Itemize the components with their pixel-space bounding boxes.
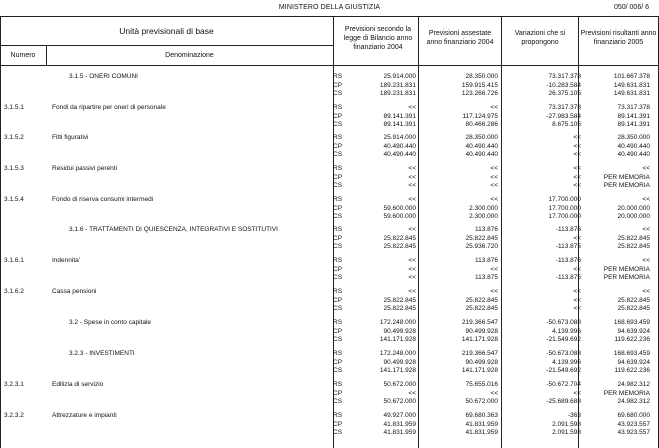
row-type-rs: RS [333,165,343,172]
value-assestate-2004: 28.350.000 [465,73,498,80]
row-type-cs: CS [333,336,343,343]
value-variazioni: << [573,305,581,312]
value-legge-bilancio-2004: 41.831.959 [383,429,416,436]
value-legge-bilancio-2004: 90.499.928 [383,358,416,366]
value-legge-bilancio-2004: 172.248.000 [379,319,416,326]
row-type-rs: RS [333,104,343,111]
value-risultanti-2005: 43.923.557 [617,420,650,428]
value-assestate-2004: << [490,182,498,189]
value-assestate-2004: 219.366.547 [461,350,498,357]
row-type-cp: CP [333,327,343,335]
value-variazioni: << [573,296,581,304]
value-assestate-2004: 90.499.928 [465,327,498,335]
table-left-border [0,16,1,448]
row-denomination: Indennita' [52,257,80,264]
value-assestate-2004: 25.936.720 [465,243,498,250]
value-assestate-2004: 113.875 [474,274,498,281]
value-assestate-2004: 50.672.000 [465,398,498,405]
value-risultanti-2005: 25.822.845 [617,243,650,250]
value-risultanti-2005: 25.822.845 [617,296,650,304]
row-type-cp: CP [333,173,343,181]
row-denomination: Fondo di riserva consumi intermedi [52,196,154,203]
row-type-cp: CP [333,142,343,150]
row-denomination: 3.1.6 - TRATTAMENTI DI QUIESCENZA, INTEGRATIVI E SOSTITUTIVI [69,226,278,233]
value-variazioni: 2.091.598 [552,429,581,436]
value-risultanti-2005: 94.639.924 [617,327,650,335]
value-assestate-2004: 159.915.415 [461,81,498,89]
value-legge-bilancio-2004: << [408,104,416,111]
value-assestate-2004: 28.350.000 [465,134,498,141]
value-variazioni: -25.689.688 [546,398,581,405]
row-number: 3.1.5.2 [4,134,24,141]
value-risultanti-2005: 43.923.557 [617,429,650,436]
value-assestate-2004: 75.655.016 [465,381,498,388]
value-variazioni: -113.875 [555,274,581,281]
value-assestate-2004: 41.831.959 [465,420,498,428]
row-type-cs: CS [333,274,343,281]
value-variazioni: -21.549.692 [546,336,581,343]
value-assestate-2004: << [490,104,498,111]
value-legge-bilancio-2004: 40.490.440 [383,151,416,158]
value-variazioni: -21.549.692 [546,367,581,374]
value-assestate-2004: 2.300.000 [469,213,498,220]
row-type-cp: CP [333,389,343,397]
value-variazioni: 17.700.000 [548,196,581,203]
value-variazioni: -113.875 [555,243,581,250]
value-risultanti-2005: 24.982.312 [617,398,650,405]
row-type-rs: RS [333,381,343,388]
value-variazioni: << [573,234,581,242]
value-legge-bilancio-2004: 41.831.959 [383,420,416,428]
value-legge-bilancio-2004: 89.141.391 [383,121,416,128]
row-denomination: Fitti figurativi [52,134,89,141]
value-variazioni: << [573,173,581,181]
row-denomination: Residui passivi perenti [52,165,118,172]
value-assestate-2004: 40.490.440 [465,151,498,158]
table-top-border [0,16,659,17]
value-legge-bilancio-2004: 141.171.928 [379,367,416,374]
value-variazioni: 8.675.105 [552,121,581,128]
value-assestate-2004: << [490,265,498,273]
value-legge-bilancio-2004: 89.141.391 [383,112,416,120]
value-risultanti-2005: 25.822.845 [617,234,650,242]
row-type-rs: RS [333,257,343,264]
value-variazioni: -10.283.584 [546,81,581,89]
value-variazioni: -363 [567,412,581,419]
value-risultanti-2005: << [642,196,650,203]
value-legge-bilancio-2004: 59.600.000 [383,204,416,212]
value-legge-bilancio-2004: 25.822.845 [383,296,416,304]
unita-separator [0,45,333,46]
value-legge-bilancio-2004: << [408,274,416,281]
value-legge-bilancio-2004: 25.914.000 [383,73,416,80]
row-type-rs: RS [333,350,343,357]
value-risultanti-2005: 94.639.924 [617,358,650,366]
value-risultanti-2005: 168.693.459 [613,350,650,357]
value-legge-bilancio-2004: 25.822.845 [383,234,416,242]
value-assestate-2004: << [490,165,498,172]
value-assestate-2004: << [490,196,498,203]
value-risultanti-2005: 149.631.831 [613,90,650,97]
value-legge-bilancio-2004: 40.490.440 [383,142,416,150]
value-variazioni: -113.876 [555,257,581,264]
value-risultanti-2005: PER MEMORIA [603,274,650,281]
row-type-cp: CP [333,112,343,120]
value-legge-bilancio-2004: 50.672.000 [383,381,416,388]
value-assestate-2004: 219.366.547 [461,319,498,326]
value-risultanti-2005: 69.680.000 [617,412,650,419]
header-numero: Numero [10,52,36,59]
header-col2: Previsioni assestate anno finanziario 2004 [426,30,494,46]
value-legge-bilancio-2004: 49.927.000 [383,412,416,419]
row-denomination: Attrezzature e impianti [52,412,117,419]
row-type-cp: CP [333,265,343,273]
row-type-cs: CS [333,151,343,158]
value-variazioni: 26.375.105 [548,90,581,97]
value-assestate-2004: 117.124.975 [462,112,498,120]
row-type-rs: RS [333,196,343,203]
value-variazioni: << [573,389,581,397]
value-assestate-2004: 25.822.845 [465,296,498,304]
value-variazioni: 2.091.598 [552,420,581,428]
row-type-rs: RS [333,134,343,141]
value-variazioni: 4.139.996 [552,327,581,335]
value-variazioni: -50.673.088 [546,350,581,357]
row-type-cp: CP [333,204,343,212]
row-type-cs: CS [333,213,343,220]
header-col4: Previsioni risultanti anno finanziario 2005 [580,30,657,46]
value-risultanti-2005: PER MEMORIA [603,265,650,273]
value-legge-bilancio-2004: << [408,288,416,295]
value-assestate-2004: << [490,288,498,295]
row-denomination: 3.2.3 - INVESTIMENTI [69,350,135,357]
row-denomination: Edilizia di servizio [52,381,104,388]
row-type-rs: RS [333,226,343,233]
value-variazioni: << [573,265,581,273]
value-variazioni: -50.673.088 [546,319,581,326]
row-number: 3.1.5.1 [4,104,24,111]
value-legge-bilancio-2004: << [408,226,416,233]
value-variazioni: -27.983.584 [546,112,581,120]
value-risultanti-2005: 20.000.000 [617,213,650,220]
value-variazioni: << [573,182,581,189]
value-legge-bilancio-2004: << [408,165,416,172]
value-risultanti-2005: 168.693.459 [613,319,650,326]
row-type-cs: CS [333,90,343,97]
value-assestate-2004: 40.490.440 [465,142,498,150]
value-legge-bilancio-2004: << [408,257,416,264]
value-assestate-2004: 123.266.726 [461,90,498,97]
value-legge-bilancio-2004: 141.171.928 [379,336,416,343]
page-code: 050/ 006/ 6 [613,4,649,11]
value-variazioni: 17.700.000 [548,204,581,212]
value-risultanti-2005: 73.317.378 [617,104,650,111]
value-assestate-2004: 90.499.928 [465,358,498,366]
row-type-cs: CS [333,243,343,250]
value-risultanti-2005: 89.141.391 [617,121,650,128]
value-assestate-2004: 69.680.363 [465,412,498,419]
row-number: 3.1.6.2 [4,288,24,295]
value-assestate-2004: 80.466.286 [465,121,498,128]
value-risultanti-2005: 40.490.440 [617,151,650,158]
value-variazioni: 73.317.378 [548,73,581,80]
row-denomination: Fondi da ripartire per oneri di personale [52,104,166,111]
value-assestate-2004: 25.822.845 [465,305,498,312]
value-assestate-2004: 41.831.959 [465,429,498,436]
row-number: 3.1.6.1 [4,257,24,264]
value-variazioni: << [573,134,581,141]
value-risultanti-2005: << [642,257,650,264]
value-legge-bilancio-2004: << [408,173,416,181]
value-legge-bilancio-2004: 172.248.000 [379,350,416,357]
value-variazioni: << [573,151,581,158]
value-assestate-2004: 113.876 [474,226,498,233]
header-unita: Unità previsionali di base [119,26,214,36]
value-risultanti-2005: 119.622.236 [614,367,650,374]
value-risultanti-2005: 101.667.378 [613,73,650,80]
value-legge-bilancio-2004: 189.231.831 [379,81,416,89]
value-variazioni: -113.876 [555,226,581,233]
value-risultanti-2005: PER MEMORIA [603,173,650,181]
value-legge-bilancio-2004: << [408,389,416,397]
value-risultanti-2005: PER MEMORIA [603,182,650,189]
row-number: 3.2.3.2 [4,412,24,419]
value-assestate-2004: 141.171.928 [461,367,498,374]
value-assestate-2004: << [490,389,498,397]
value-variazioni: 4.139.996 [552,358,581,366]
value-assestate-2004: 141.171.928 [461,336,498,343]
row-type-cs: CS [333,305,343,312]
value-legge-bilancio-2004: 25.914.000 [383,134,416,141]
row-type-cp: CP [333,358,343,366]
value-legge-bilancio-2004: 25.822.845 [383,243,416,250]
value-legge-bilancio-2004: 189.231.831 [379,90,416,97]
value-legge-bilancio-2004: 25.822.845 [383,305,416,312]
row-denomination: 3.2 - Spese in conto capitale [69,319,152,326]
value-variazioni: << [573,288,581,295]
value-risultanti-2005: 149.631.831 [613,81,650,89]
value-variazioni: << [573,142,581,150]
value-assestate-2004: << [490,173,498,181]
value-legge-bilancio-2004: 50.672.000 [383,398,416,405]
value-risultanti-2005: PER MEMORIA [603,389,650,397]
value-risultanti-2005: 40.490.440 [617,142,650,150]
value-risultanti-2005: << [642,165,650,172]
row-type-cs: CS [333,121,343,128]
row-type-rs: RS [333,288,343,295]
value-assestate-2004: 2.300.000 [469,204,498,212]
row-type-rs: RS [333,73,343,80]
value-risultanti-2005: << [642,226,650,233]
value-risultanti-2005: << [642,288,650,295]
header-col3: Variazioni che si propongono [514,30,566,46]
row-number: 3.2.3.1 [4,381,24,388]
value-risultanti-2005: 28.350.000 [617,134,650,141]
value-variazioni: << [573,165,581,172]
row-type-cp: CP [333,420,343,428]
row-type-cp: CP [333,81,343,89]
header-col1: Previsioni secondo la legge di Bilancio anno finanziario 2004 [343,26,413,51]
value-risultanti-2005: 20.000.000 [617,204,650,212]
row-type-cp: CP [333,296,343,304]
row-type-rs: RS [333,319,343,326]
header-denominazione: Denominazione [165,52,214,59]
value-variazioni: 17.700.000 [548,213,581,220]
value-assestate-2004: 113.876 [474,257,498,264]
row-number: 3.1.5.4 [4,196,24,203]
row-type-cs: CS [333,429,343,436]
row-type-cs: CS [333,367,343,374]
value-legge-bilancio-2004: << [408,182,416,189]
table-header-bottom-border [0,65,659,66]
row-denomination: 3.1.5 - ONERI COMUNI [69,73,138,80]
value-legge-bilancio-2004: << [408,265,416,273]
value-assestate-2004: 25.822.845 [465,234,498,242]
row-type-cs: CS [333,398,343,405]
value-risultanti-2005: 119.622.236 [614,336,650,343]
value-variazioni: 73.317.378 [548,104,581,111]
row-denomination: Cassa pensioni [52,288,97,295]
value-legge-bilancio-2004: << [408,196,416,203]
value-variazioni: -50.672.704 [546,381,581,388]
value-legge-bilancio-2004: 90.499.928 [383,327,416,335]
value-risultanti-2005: 89.141.391 [617,112,650,120]
row-type-cp: CP [333,234,343,242]
ministry-title: MINISTERO DELLA GIUSTIZIA [278,4,381,11]
row-number: 3.1.5.3 [4,165,24,172]
row-type-cs: CS [333,182,343,189]
value-risultanti-2005: 24.982.312 [617,381,650,388]
value-risultanti-2005: 25.822.845 [617,305,650,312]
value-legge-bilancio-2004: 59.600.000 [383,213,416,220]
row-type-rs: RS [333,412,343,419]
